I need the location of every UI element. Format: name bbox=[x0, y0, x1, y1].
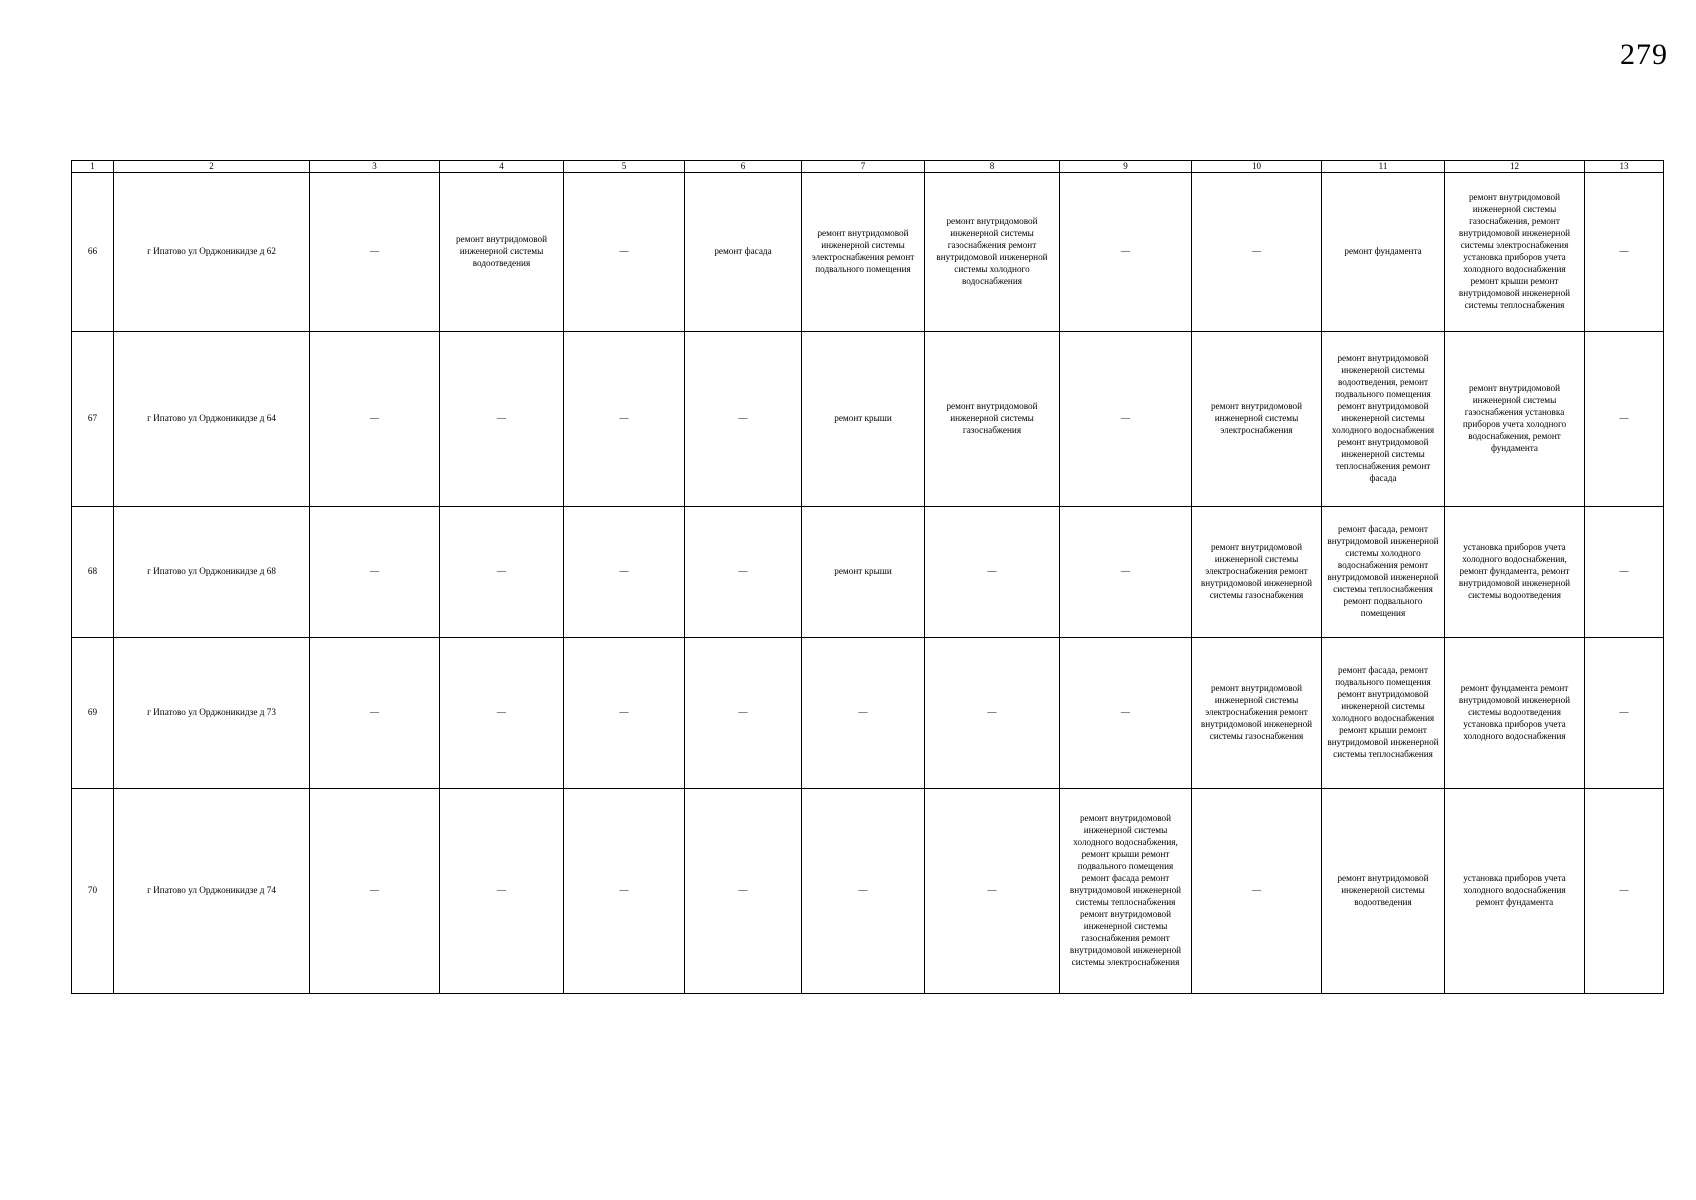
table-cell: ремонт внутридомовой инженерной системы холодного водоснабжения, ремонт крыши ремонт подвального помещения ремонт фасада ремонт внутридомовой инженерной системы теплоснабжения ремонт внутридомовой инженерной системы газоснабжения ремонт внутридомовой инженерной системы электроснабжения bbox=[1060, 789, 1192, 994]
row-number: 69 bbox=[72, 638, 114, 789]
table-cell: ремонт фундамента bbox=[1322, 173, 1445, 332]
table-cell: ремонт фасада, ремонт внутридомовой инженерной системы холодного водоснабжения ремонт внутридомовой инженерной системы теплоснабжения ремонт подвального помещения bbox=[1322, 507, 1445, 638]
table-cell: ремонт крыши bbox=[802, 332, 925, 507]
table-cell: ремонт внутридомовой инженерной системы водоотведения, ремонт подвального помещения ремонт внутридомовой инженерной системы холодного водоснабжения ремонт внутридомовой инженерной системы теплоснабжения ремонт фасада bbox=[1322, 332, 1445, 507]
row-number: 68 bbox=[72, 507, 114, 638]
table-cell: — bbox=[440, 332, 564, 507]
row-number: 70 bbox=[72, 789, 114, 994]
column-header: 6 bbox=[685, 161, 802, 173]
table-cell: — bbox=[1585, 789, 1664, 994]
table-cell: — bbox=[440, 638, 564, 789]
address-cell: г Ипатово ул Орджоникидзе д 68 bbox=[114, 507, 310, 638]
column-header: 11 bbox=[1322, 161, 1445, 173]
row-number: 67 bbox=[72, 332, 114, 507]
table-cell: — bbox=[1585, 507, 1664, 638]
table-cell: — bbox=[1192, 173, 1322, 332]
table-cell: — bbox=[310, 507, 440, 638]
table-cell: — bbox=[925, 789, 1060, 994]
repair-schedule-table bbox=[71, 160, 1664, 994]
table-cell: ремонт внутридомовой инженерной системы газоснабжения, ремонт внутридомовой инженерной системы электроснабжения установка приборов учета холодного водоснабжения ремонт крыши ремонт внутридомовой инженерной системы теплоснабжения bbox=[1445, 173, 1585, 332]
table-cell: ремонт внутридомовой инженерной системы электроснабжения bbox=[1192, 332, 1322, 507]
table-cell: — bbox=[310, 173, 440, 332]
column-header: 12 bbox=[1445, 161, 1585, 173]
table-cell: — bbox=[1060, 507, 1192, 638]
table-cell: ремонт фасада, ремонт подвального помещения ремонт внутридомовой инженерной системы холодного водоснабжения ремонт крыши ремонт внутридомовой инженерной системы теплоснабжения bbox=[1322, 638, 1445, 789]
row-number: 66 bbox=[72, 173, 114, 332]
table-cell: — bbox=[1585, 638, 1664, 789]
table-cell: — bbox=[564, 638, 685, 789]
table-cell: — bbox=[685, 638, 802, 789]
column-header: 9 bbox=[1060, 161, 1192, 173]
column-header: 8 bbox=[925, 161, 1060, 173]
table-row bbox=[72, 789, 1664, 994]
table-cell: — bbox=[310, 789, 440, 994]
table-cell: — bbox=[1060, 332, 1192, 507]
column-header: 13 bbox=[1585, 161, 1664, 173]
address-cell: г Ипатово ул Орджоникидзе д 73 bbox=[114, 638, 310, 789]
table-row bbox=[72, 173, 1664, 332]
address-cell: г Ипатово ул Орджоникидзе д 62 bbox=[114, 173, 310, 332]
table-cell: ремонт фундамента ремонт внутридомовой инженерной системы водоотведения установка приборов учета холодного водоснабжения bbox=[1445, 638, 1585, 789]
table-cell: ремонт крыши bbox=[802, 507, 925, 638]
column-header: 1 bbox=[72, 161, 114, 173]
table-row bbox=[72, 507, 1664, 638]
table-cell: — bbox=[310, 638, 440, 789]
table-cell: ремонт внутридомовой инженерной системы газоснабжения bbox=[925, 332, 1060, 507]
table-cell: — bbox=[564, 789, 685, 994]
table-cell: установка приборов учета холодного водоснабжения ремонт фундамента bbox=[1445, 789, 1585, 994]
table-cell: — bbox=[1585, 173, 1664, 332]
table-cell: — bbox=[1060, 173, 1192, 332]
table-cell: ремонт внутридомовой инженерной системы газоснабжения установка приборов учета холодного водоснабжения, ремонт фундамента bbox=[1445, 332, 1585, 507]
column-header: 2 bbox=[114, 161, 310, 173]
table-cell: — bbox=[685, 332, 802, 507]
table-cell: — bbox=[1060, 638, 1192, 789]
table-cell: — bbox=[925, 507, 1060, 638]
column-header: 4 bbox=[440, 161, 564, 173]
table-cell: — bbox=[564, 332, 685, 507]
table-cell: — bbox=[564, 173, 685, 332]
column-header: 7 bbox=[802, 161, 925, 173]
table-row bbox=[72, 638, 1664, 789]
table-cell: — bbox=[925, 638, 1060, 789]
table-cell: — bbox=[685, 789, 802, 994]
table-cell: — bbox=[564, 507, 685, 638]
table-cell: ремонт внутридомовой инженерной системы газоснабжения ремонт внутридомовой инженерной системы холодного водоснабжения bbox=[925, 173, 1060, 332]
table-cell: — bbox=[310, 332, 440, 507]
table-cell: установка приборов учета холодного водоснабжения, ремонт фундамента, ремонт внутридомовой инженерной системы водоотведения bbox=[1445, 507, 1585, 638]
address-cell: г Ипатово ул Орджоникидзе д 74 bbox=[114, 789, 310, 994]
page-number: 279 bbox=[1620, 38, 1668, 71]
column-header: 5 bbox=[564, 161, 685, 173]
table-cell: — bbox=[802, 789, 925, 994]
column-header: 3 bbox=[310, 161, 440, 173]
table-cell: ремонт внутридомовой инженерной системы электроснабжения ремонт подвального помещения bbox=[802, 173, 925, 332]
table-cell: — bbox=[440, 507, 564, 638]
column-header: 10 bbox=[1192, 161, 1322, 173]
table-cell: — bbox=[1192, 789, 1322, 994]
table-cell: — bbox=[1585, 332, 1664, 507]
table-cell: ремонт внутридомовой инженерной системы электроснабжения ремонт внутридомовой инженерной системы газоснабжения bbox=[1192, 507, 1322, 638]
table-row bbox=[72, 332, 1664, 507]
address-cell: г Ипатово ул Орджоникидзе д 64 bbox=[114, 332, 310, 507]
table-cell: — bbox=[802, 638, 925, 789]
table-cell: — bbox=[440, 789, 564, 994]
table-cell: ремонт внутридомовой инженерной системы водоотведения bbox=[440, 173, 564, 332]
table-cell: ремонт внутридомовой инженерной системы водоотведения bbox=[1322, 789, 1445, 994]
table-cell: ремонт фасада bbox=[685, 173, 802, 332]
column-number-row bbox=[72, 161, 1664, 173]
table-cell: — bbox=[685, 507, 802, 638]
table-cell: ремонт внутридомовой инженерной системы электроснабжения ремонт внутридомовой инженерной системы газоснабжения bbox=[1192, 638, 1322, 789]
